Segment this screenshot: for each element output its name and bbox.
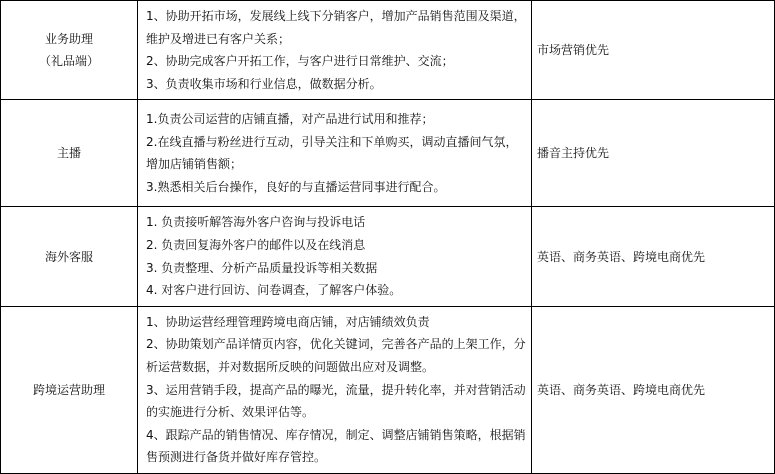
table-row xyxy=(1,100,775,207)
requirement-cell: 市场营销优先 xyxy=(532,1,775,100)
duty-item: 1. 负责接听解答海外客户咨询与投诉电话 xyxy=(146,215,366,230)
duty-item: 2. 负责回复海外客户的邮件以及在线消息 xyxy=(146,237,366,252)
requirement-cell: 英语、商务英语、跨境电商优先 xyxy=(532,306,775,473)
duty-item: 2、协助完成客户开拓工作，与客户进行日常维护、交流； xyxy=(146,54,454,69)
role-cell xyxy=(1,100,138,207)
duty-item: 3、负责收集市场和行业信息，做数据分析。 xyxy=(146,76,382,91)
duty-item: 1、协助开拓市场，发展线上线下分销客户，增加产品销售范围及渠道，维护及增进已有客户关系； xyxy=(146,9,526,46)
role-cell xyxy=(1,207,138,306)
role-name: 主播 xyxy=(56,146,81,161)
table-row xyxy=(1,306,775,473)
table-row xyxy=(1,207,775,306)
duties-cell xyxy=(138,306,532,473)
role-cell xyxy=(1,1,138,100)
duty-item: 3.熟悉相关后台操作，良好的与直播运营同事进行配合。 xyxy=(146,179,446,194)
duty-item: 4. 对客户进行回访、问卷调查，了解客户体验。 xyxy=(146,283,402,298)
requirement-cell: 播音主持优先 xyxy=(532,100,775,207)
duty-item: 3、运用营销手段，提高产品的曝光，流量，提升转化率，并对营销活动的实施进行分析、效果评估等。 xyxy=(146,382,526,420)
role-cell xyxy=(1,306,138,473)
duties-cell xyxy=(138,207,532,306)
role-name: 业务助理 xyxy=(44,32,93,47)
duty-item: 1、协助运营经理管理跨境电商店铺，对店铺绩效负责 xyxy=(146,314,430,329)
duty-item: 3. 负责整理、分析产品质量投诉等相关数据 xyxy=(146,260,378,275)
duty-item: 2.在线直播与粉丝进行互动，引导关注和下单购买，调动直播间气氛，增加店铺销售额； xyxy=(146,134,518,172)
table-row xyxy=(1,1,775,100)
role-name: 海外客服 xyxy=(44,249,93,264)
role-name: 跨境运营助理 xyxy=(32,382,105,397)
requirement-cell: 英语、商务英语、跨境电商优先 xyxy=(532,207,775,306)
duty-item: 4、跟踪产品的销售情况、库存情况，制定、调整店铺销售策略，根据销售预测进行备货并做好库存管控。 xyxy=(146,427,526,465)
duties-cell xyxy=(138,1,532,100)
role-subtitle: （礼品端） xyxy=(38,54,99,69)
duties-cell xyxy=(138,100,532,207)
duty-item: 1.负责公司运营的店铺直播，对产品进行试用和推荐； xyxy=(146,112,434,127)
duty-item: 2、协助策划产品详情页内容，优化关键词，完善各产品的上架工作，分析运营数据，并对数据所反映的问题做出应对及调整。 xyxy=(146,337,526,374)
